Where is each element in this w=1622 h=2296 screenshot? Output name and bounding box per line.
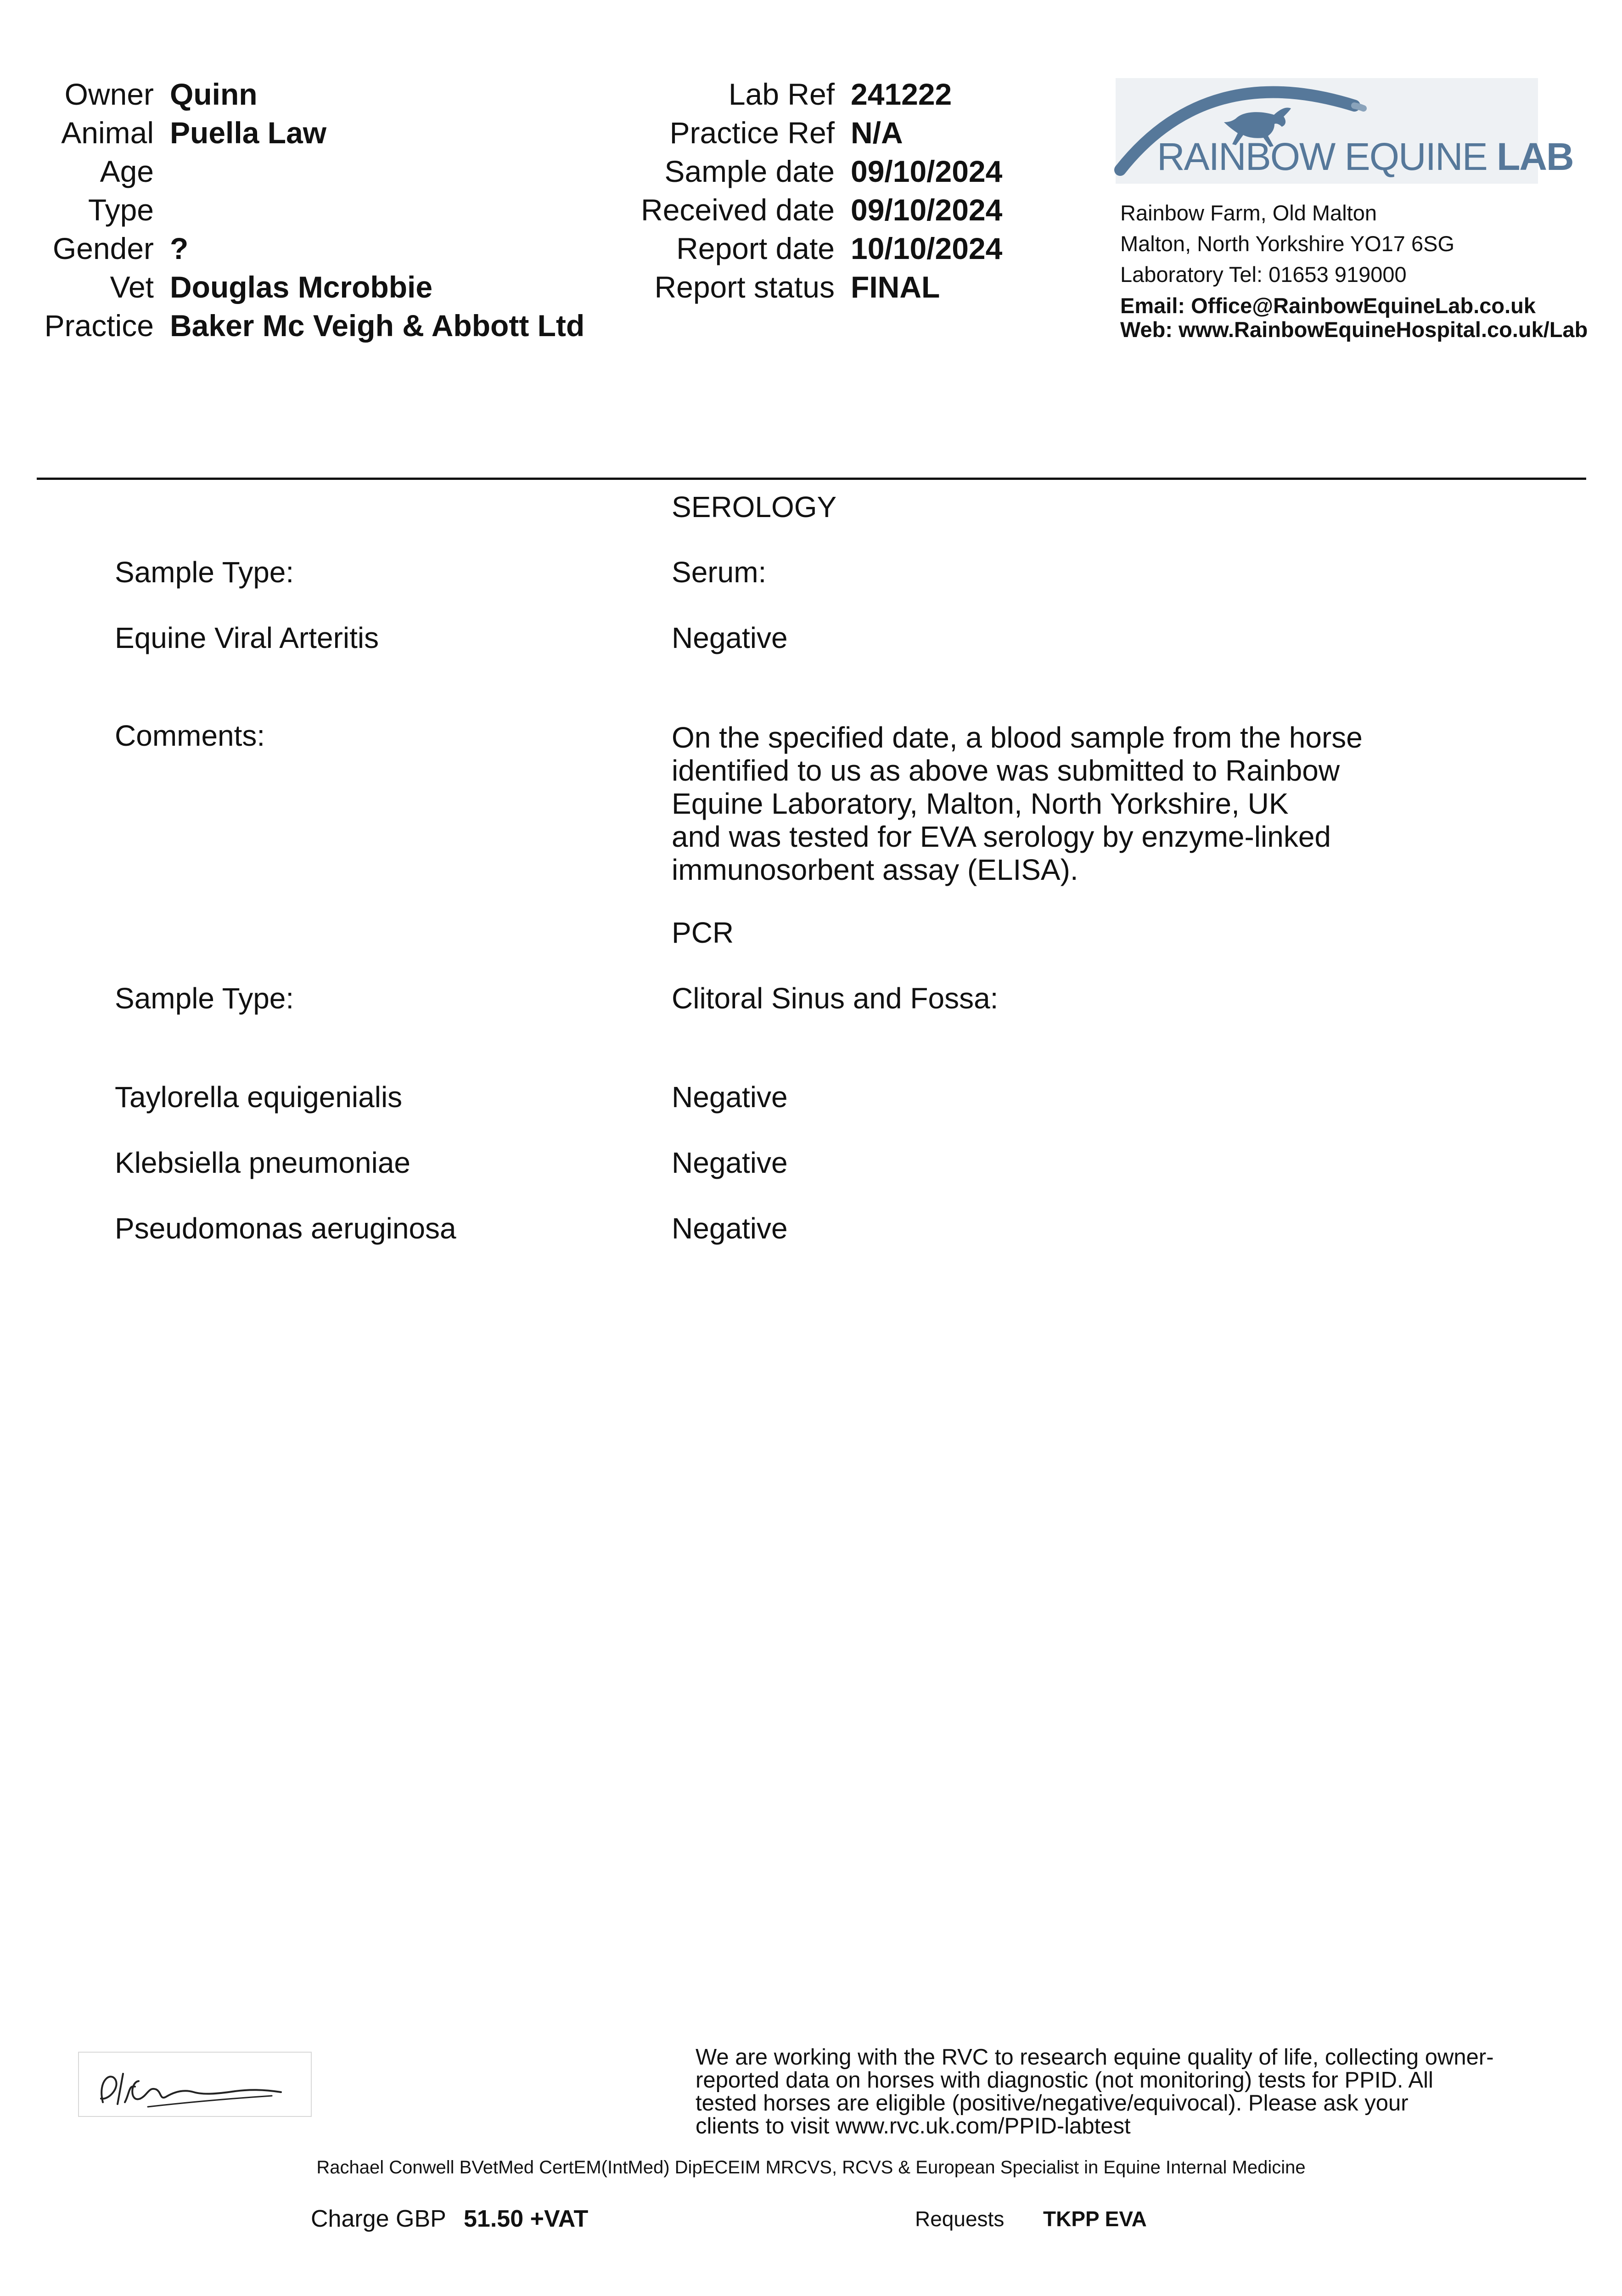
- rainbow-arc-tail-icon: [1354, 106, 1364, 108]
- charge-label: Charge GBP: [311, 2206, 446, 2232]
- rainbow-equine-lab-logo: [1116, 78, 1573, 184]
- pcr-test-name: Klebsiella pneumoniae: [115, 1146, 410, 1179]
- pcr-sample-type-label: Sample Type:: [115, 982, 294, 1015]
- practice-ref-value: N/A: [851, 116, 903, 150]
- signature-box: [78, 2052, 312, 2117]
- pcr-test-result: Negative: [672, 1146, 788, 1179]
- sample-date-label: Sample date: [664, 154, 835, 188]
- lab-address-line2: Malton, North Yorkshire YO17 6SG: [1120, 231, 1455, 256]
- vet-value: Douglas Mcrobbie: [170, 270, 433, 304]
- comments-line: On the specified date, a blood sample from the horse: [672, 721, 1363, 754]
- animal-value: Puella Law: [170, 116, 327, 150]
- rvc-research-note: [696, 2046, 1568, 2138]
- lab-email[interactable]: Email: Office@RainbowEquineLab.co.uk: [1120, 293, 1536, 318]
- report-refs: [0, 0, 1056, 321]
- gender-value: ?: [170, 231, 189, 265]
- eva-test-name: Equine Viral Arteritis: [115, 621, 379, 654]
- logo-text-main: RAINBOW EQUINE: [1157, 135, 1497, 178]
- received-date-row: [0, 191, 1010, 229]
- pcr-test-name: Taylorella equigenialis: [115, 1080, 403, 1114]
- report-status-row: [0, 268, 1010, 306]
- lab-ref-row: [0, 75, 1010, 113]
- pcr-heading: PCR: [672, 916, 734, 949]
- report-date-label: Report date: [676, 231, 835, 265]
- owner-label: Owner: [64, 77, 154, 111]
- svg-text:RAINBOW EQUINE LAB: [1157, 135, 1573, 178]
- practice-value: Baker Mc Veigh & Abbott Ltd: [170, 309, 585, 343]
- pcr-test-name: Pseudomonas aeruginosa: [115, 1212, 456, 1245]
- age-label: Age: [100, 154, 154, 188]
- sample-date-row: [0, 152, 1010, 191]
- pcr-test-result: Negative: [672, 1212, 788, 1245]
- report-date-row: [0, 229, 1010, 268]
- received-date-label: Received date: [641, 193, 835, 227]
- lab-address-line1: Rainbow Farm, Old Malton: [1120, 201, 1377, 225]
- report-date-value: 10/10/2024: [851, 231, 1003, 265]
- vet-label: Vet: [110, 270, 154, 304]
- lab-ref-label: Lab Ref: [728, 77, 835, 111]
- eva-test-result: Negative: [672, 621, 788, 654]
- practice-label: Practice: [44, 309, 154, 343]
- rvc-note-line: We are working with the RVC to research equine quality of life, collecting owner-: [696, 2045, 1494, 2070]
- sample-date-value: 09/10/2024: [851, 154, 1003, 188]
- rvc-note-line: clients to visit www.rvc.uk.com/PPID-labtest: [696, 2114, 1131, 2138]
- lab-tel: Laboratory Tel: 01653 919000: [1120, 262, 1407, 287]
- logo-graphic: [1116, 78, 1573, 184]
- pcr-sample-type-value: Clitoral Sinus and Fossa:: [672, 982, 999, 1015]
- signature-image: [79, 2053, 311, 2116]
- lab-web[interactable]: Web: www.RainbowEquineHospital.co.uk/Lab: [1120, 317, 1588, 342]
- practice-ref-label: Practice Ref: [669, 116, 835, 150]
- comments-label: Comments:: [115, 719, 265, 752]
- specialist-credit: Rachael Conwell BVetMed CertEM(IntMed) DipECEIM MRCVS, RCVS & European Specialist in Equine Internal Medicine: [316, 2157, 1306, 2178]
- practice-ref-row: [0, 113, 1010, 152]
- comments-line: Equine Laboratory, Malton, North Yorkshire, UK: [672, 787, 1289, 820]
- serology-sample-type-label: Sample Type:: [115, 556, 294, 589]
- lab-ref-value: 241222: [851, 77, 952, 111]
- header-divider: [37, 478, 1586, 480]
- comments-line: and was tested for EVA serology by enzyme-linked: [672, 820, 1331, 853]
- comments-paragraph: [672, 721, 1429, 886]
- charge-value: 51.50 +VAT: [464, 2206, 589, 2232]
- report-status-label: Report status: [654, 270, 835, 304]
- requests-value: TKPP EVA: [1043, 2207, 1147, 2231]
- pcr-test-result: Negative: [672, 1080, 788, 1114]
- requests-label: Requests: [915, 2207, 1005, 2231]
- serology-heading: SEROLOGY: [672, 490, 837, 523]
- owner-value: Quinn: [170, 77, 258, 111]
- comments-line: immunosorbent assay (ELISA).: [672, 853, 1078, 886]
- received-date-value: 09/10/2024: [851, 193, 1003, 227]
- type-label: Type: [88, 193, 154, 227]
- serology-sample-type-value: Serum:: [672, 556, 767, 589]
- logo-text-bold: LAB: [1497, 135, 1573, 178]
- report-status-value: FINAL: [851, 270, 940, 304]
- rvc-note-line: reported data on horses with diagnostic (not monitoring) tests for PPID. All: [696, 2068, 1433, 2093]
- animal-label: Animal: [61, 116, 154, 150]
- rvc-note-line: tested horses are eligible (positive/negative/equivocal). Please ask your: [696, 2091, 1409, 2116]
- gender-label: Gender: [52, 231, 154, 265]
- comments-line: identified to us as above was submitted to Rainbow: [672, 754, 1340, 787]
